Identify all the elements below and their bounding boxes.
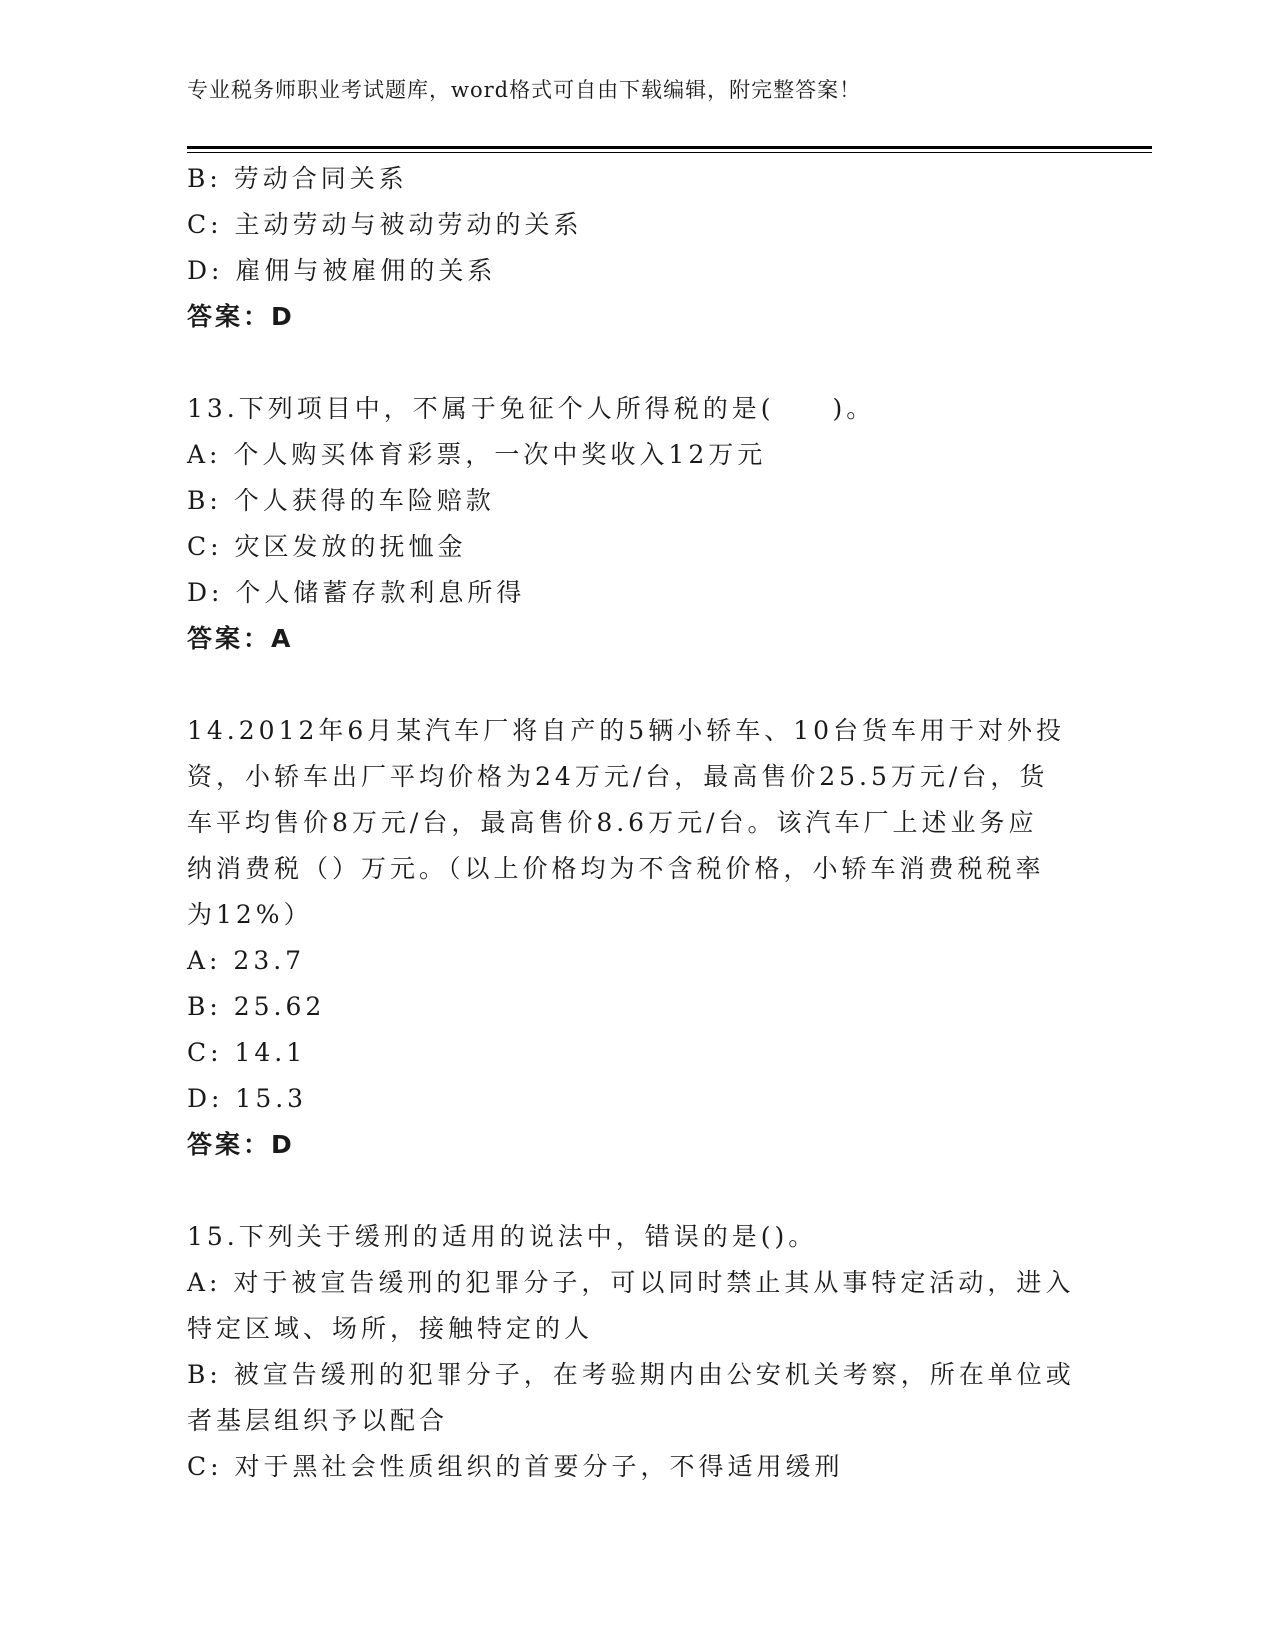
question-stem-line: 为12%） [187, 900, 313, 929]
option-c: C: 主动劳动与被动劳动的关系 [187, 210, 583, 239]
option-b: B: 劳动合同关系 [187, 164, 408, 193]
option-a: A: 23.7 [187, 946, 306, 975]
question-13 [187, 386, 1087, 662]
option-d: D: 15.3 [187, 1084, 308, 1113]
answer: 答案：A [187, 624, 294, 653]
option-a-line-2: 特定区域、场所，接触特定的人 [187, 1314, 594, 1343]
option-b: B: 25.62 [187, 992, 326, 1021]
question-stem-line: 资，小轿车出厂平均价格为24万元/台，最高售价25.5万元/台，货 [187, 762, 1049, 791]
question-stem-line: 14.2012年6月某汽车厂将自产的5辆小轿车、10台货车用于对外投 [187, 716, 1066, 745]
header-rule-thin [187, 152, 1152, 153]
question-14 [187, 708, 1087, 1168]
option-c: C: 14.1 [187, 1038, 307, 1067]
option-b: B: 个人获得的车险赔款 [187, 486, 495, 515]
spacer [187, 1168, 1087, 1214]
question-stem-line: 纳消费税（）万元。（以上价格均为不含税价格，小轿车消费税税率 [187, 854, 1045, 883]
document-body [187, 156, 1087, 1490]
question-stem: 15.下列关于缓刑的适用的说法中，错误的是()。 [187, 1222, 818, 1251]
question-stem: 13.下列项目中，不属于免征个人所得税的是( )。 [187, 394, 876, 423]
answer: 答案：D [187, 1130, 295, 1159]
spacer [187, 662, 1087, 708]
option-d: D: 雇佣与被雇佣的关系 [187, 256, 497, 285]
page-header: 专业税务师职业考试题库，word格式可自由下载编辑，附完整答案！ [187, 78, 862, 102]
option-a: A: 个人购买体育彩票，一次中奖收入12万元 [187, 440, 767, 469]
option-c: C: 灾区发放的抚恤金 [187, 532, 467, 561]
option-c: C: 对于黑社会性质组织的首要分子，不得适用缓刑 [187, 1452, 844, 1481]
header-rule-thick [187, 146, 1152, 149]
option-d: D: 个人储蓄存款利息所得 [187, 578, 526, 607]
option-a-line-1: A: 对于被宣告缓刑的犯罪分子，可以同时禁止其从事特定活动，进入 [187, 1268, 1075, 1297]
answer: 答案：D [187, 302, 295, 331]
question-15 [187, 1214, 1087, 1490]
option-b-line-2: 者基层组织予以配合 [187, 1406, 449, 1435]
question-stem-line: 车平均售价8万元/台，最高售价8.6万元/台。该汽车厂上述业务应 [187, 808, 1038, 837]
spacer [187, 340, 1087, 386]
option-b-line-1: B: 被宣告缓刑的犯罪分子，在考验期内由公安机关考察，所在单位或 [187, 1360, 1075, 1389]
question-12-tail [187, 156, 1087, 340]
